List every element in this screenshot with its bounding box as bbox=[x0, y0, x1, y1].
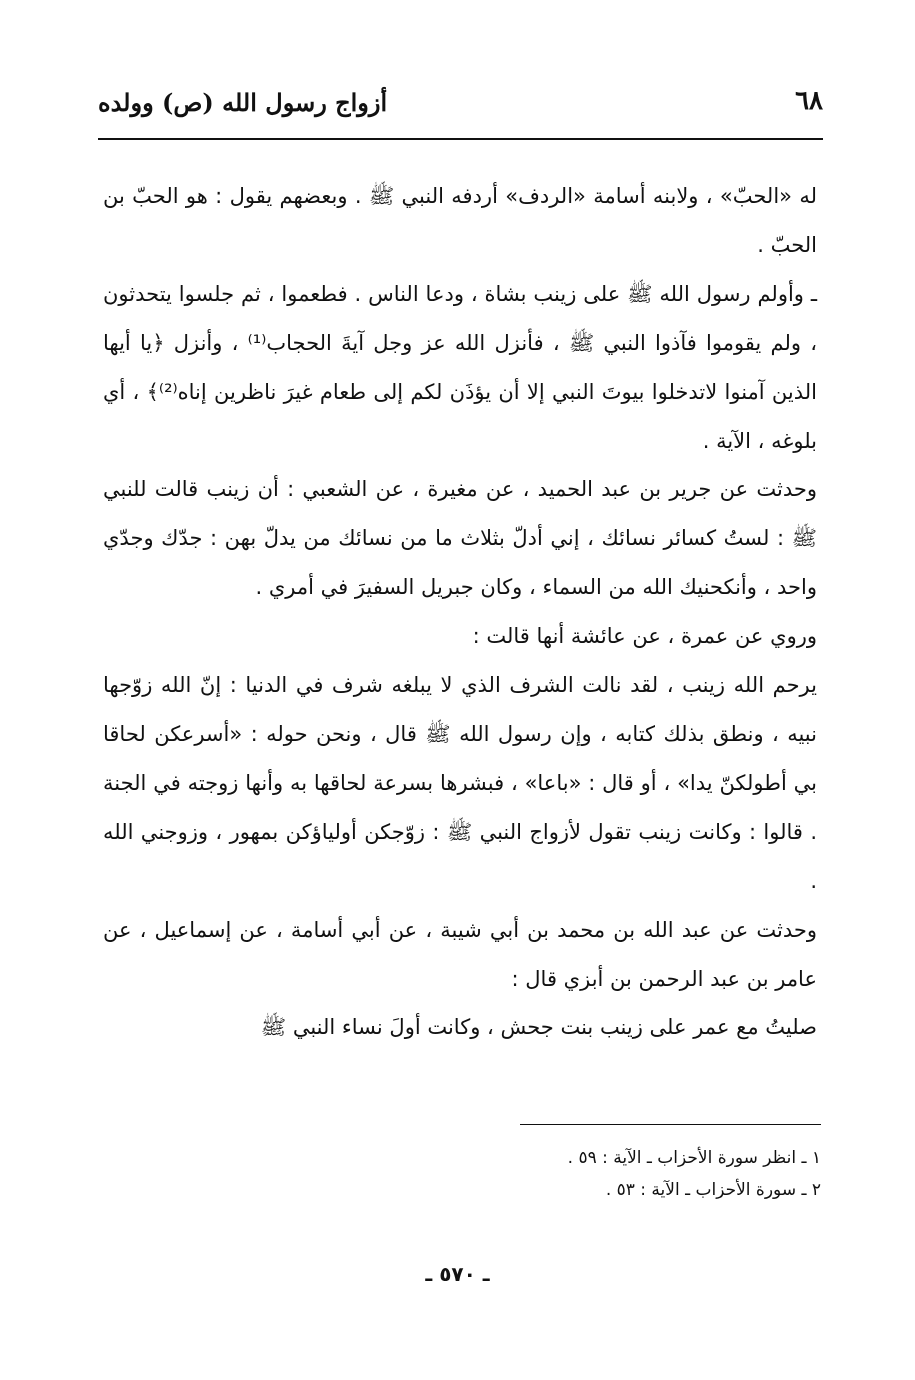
running-title: أزواج رسول الله (ص) وولده bbox=[98, 88, 388, 117]
paragraph: وحدثت عن عبد الله بن محمد بن أبي شيبة ، عن أبي أسامة ، عن إسماعيل ، عن عامر بن عبد الرحمن بن أبزي قال : bbox=[103, 917, 817, 991]
header-page-number: ٦٨ bbox=[795, 86, 823, 116]
paragraph: ـ وأولم رسول الله ﷺ على زينب بشاة ، ودعا الناس . فطعموا ، ثم جلسوا يتحدثون ، ولم يقوموا فآذوا النبي ﷺ ، فأنزل الله عز وجل آيةَ الحجاب⁽¹⁾ ، وأنزل ﴿يا أيها الذين آمنوا لاتدخلوا بيوتَ النبي إلا أن يؤذَن لكم إلى طعام غيرَ ناظرين إناه⁽²⁾﴾ ، أي بلوغه ، الآية . bbox=[103, 281, 817, 453]
footnote-rule bbox=[520, 1124, 821, 1125]
footnote-1: ١ ـ انظر سورة الأحزاب ـ الآية : ٥٩ . bbox=[567, 1148, 821, 1168]
footnotes bbox=[300, 1142, 821, 1206]
paragraph: صليتُ مع عمر على زينب بنت جحش ، وكانت أولَ نساء النبي ﷺ bbox=[260, 1015, 817, 1040]
main-text bbox=[103, 172, 817, 1052]
paragraph: وحدثت عن جرير بن عبد الحميد ، عن مغيرة ، عن الشعبي : أن زينب قالت للنبي ﷺ : لستُ كسائر نسائك ، إني أدلّ بثلاث ما من نسائك من يدلّ بهن : جدّك وجدّي واحد ، وأنكحنيك الله من السماء ، وكان جبريل السفيرَ في أمري . bbox=[103, 477, 817, 600]
paragraph: له «الحبّ» ، ولابنه أسامة «الردف» أردفه النبي ﷺ . وبعضهم يقول : هو الحبّ بن الحبّ . bbox=[103, 184, 817, 257]
footnote-2: ٢ ـ سورة الأحزاب ـ الآية : ٥٣ . bbox=[605, 1180, 821, 1200]
page-number-footer: ـ ٥٧٠ ـ bbox=[425, 1262, 490, 1286]
paragraph: وروي عن عمرة ، عن عائشة أنها قالت : bbox=[472, 624, 817, 649]
paragraph: يرحم الله زينب ، لقد نالت الشرف الذي لا يبلغه شرف في الدنيا : إنّ الله زوّجها نبيه ، ونطق بذلك كتابه ، وإن رسول الله ﷺ قال ، ونحن حوله : «أسرعكن لحاقا بي أطولكنّ يدا» ، أو قال : «باعا» ، فبشرها بسرعة لحاقها به وأنها زوجته في الجنة . قالوا : وكانت زينب تقول لأزواج النبي ﷺ : زوّجكن أولياؤكن بمهور ، وزوجني الله . bbox=[103, 673, 817, 893]
page-header bbox=[98, 86, 823, 126]
header-rule bbox=[98, 138, 823, 140]
